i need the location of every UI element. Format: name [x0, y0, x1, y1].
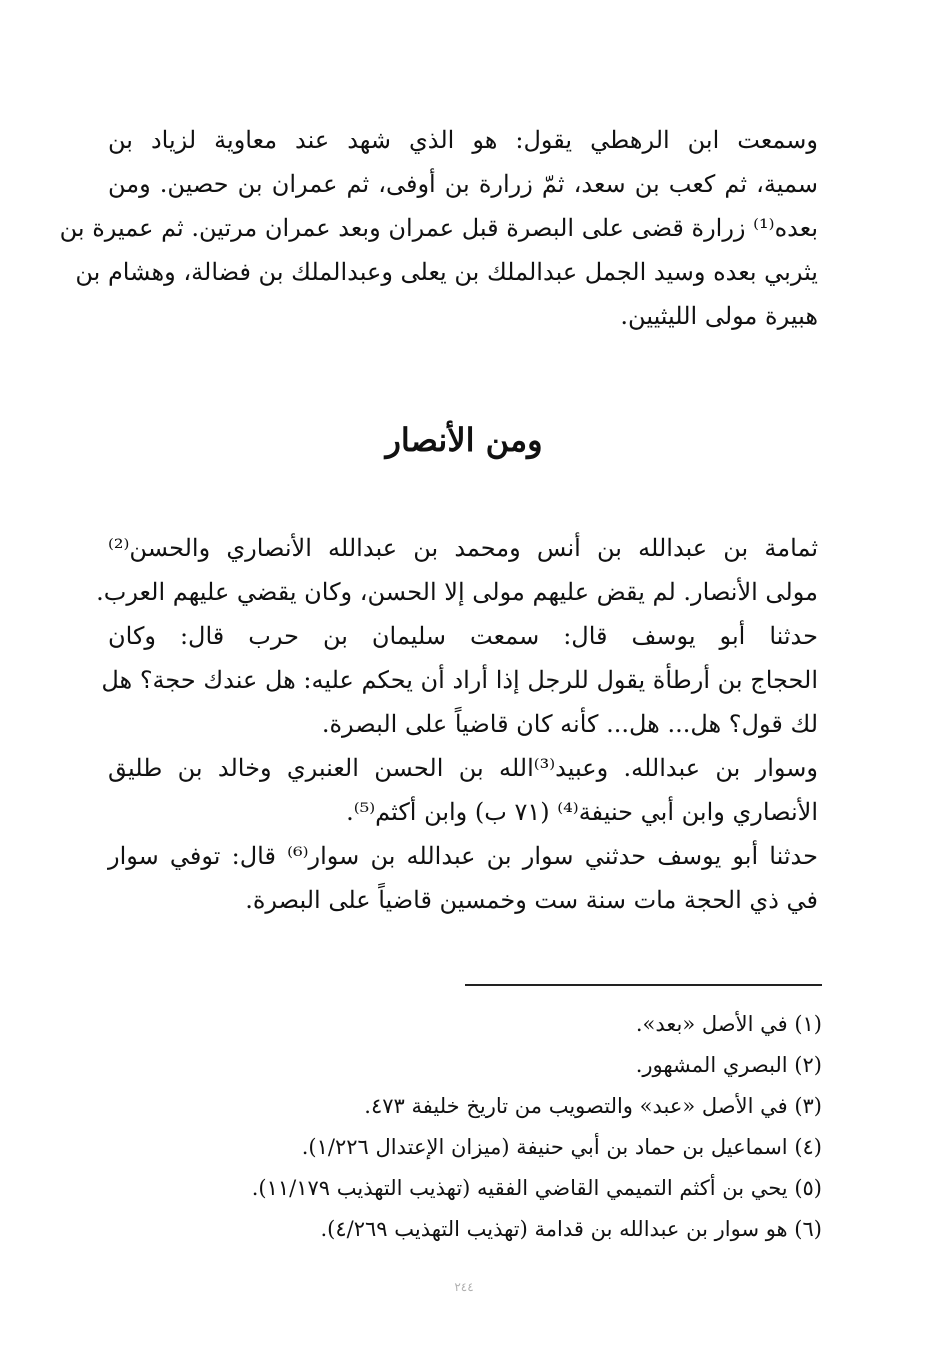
footnote: (٣) في الأصل «عبد» والتصويب من تاريخ خليفة ٤٧٣. — [364, 1094, 822, 1118]
body-line: وسوار بن عبدالله. وعبيد⁽³⁾الله بن الحسن العنبري وخالد بن طليق — [108, 754, 818, 782]
footnote-divider — [465, 984, 822, 986]
footnote: (١) في الأصل «بعد». — [635, 1012, 822, 1036]
body-line: الحجاج بن أرطأة يقول للرجل إذا أراد أن يحكم عليه: هل عندك حجة؟ هل — [101, 666, 818, 694]
paragraph-line: بعده⁽¹⁾ زرارة قضى على البصرة قبل عمران وبعد عمران مرتين. ثم عميرة بن — [59, 214, 818, 242]
footnote: (٥) يحي بن أكثم التميمي القاضي الفقيه (تهذيب التهذيب ١١/١٧٩). — [251, 1176, 822, 1200]
body-line: حدثنا أبو يوسف قال: سمعت سليمان بن حرب قال: وكان — [108, 622, 818, 650]
paragraph-line: هبيرة مولى الليثيين. — [620, 302, 818, 330]
footnote: (٤) اسماعيل بن حماد بن أبي حنيفة (ميزان الإعتدال ١/٢٢٦). — [301, 1135, 822, 1159]
body-line: الأنصاري وابن أبي حنيفة⁽⁴⁾ (٧١ ب) وابن أكثم⁽⁵⁾. — [346, 798, 818, 826]
body-line: لك قول؟ هل... هل... كأنه كان قاضياً على البصرة. — [321, 710, 818, 738]
body-line: في ذي الحجة مات سنة ست وخمسين قاضياً على البصرة. — [245, 886, 818, 914]
paragraph-line: وسمعت ابن الرهطي يقول: هو الذي شهد عند معاوية لزياد بن — [108, 126, 818, 154]
footnote: (٢) البصري المشهور. — [635, 1053, 822, 1077]
body-line: حدثنا أبو يوسف حدثني سوار بن عبدالله بن سوار⁽⁶⁾ قال: توفي سوار — [108, 842, 818, 870]
page-number: ٢٤٤ — [454, 1280, 474, 1294]
body-line: مولى الأنصار. لم يقض عليهم مولى إلا الحسن، وكان يقضي عليهم العرب. — [96, 578, 818, 606]
paragraph-line: سمية، ثم كعب بن سعد، ثمّ زرارة بن أوفى، ثم عمران بن حصين. ومن — [108, 170, 818, 198]
footnote: (٦) هو سوار بن عبدالله بن قدامة (تهذيب التهذيب ٤/٢٦٩). — [320, 1217, 822, 1241]
paragraph-line: يثربي بعده وسيد الجمل عبدالملك بن يعلى وعبدالملك بن فضالة، وهشام بن — [75, 258, 818, 286]
body-line: ثمامة بن عبدالله بن أنس ومحمد بن عبدالله الأنصاري والحسن⁽²⁾ — [108, 534, 818, 562]
section-heading: ومن الأنصار — [385, 421, 543, 459]
